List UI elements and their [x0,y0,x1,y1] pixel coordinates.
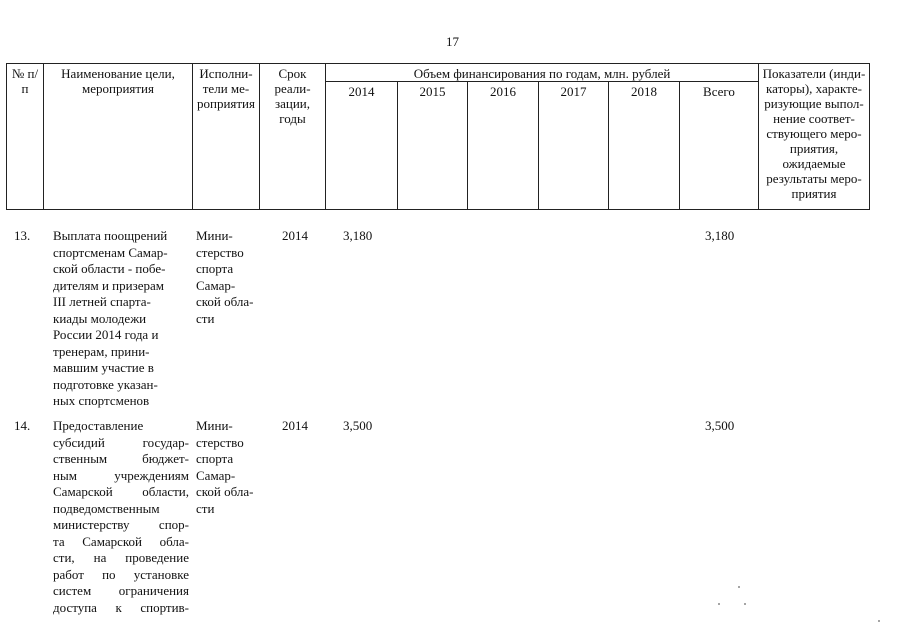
row-14-name-line: ным учреждениям [53,467,189,483]
header-num: № п/п [7,64,44,210]
row-14-name [53,418,189,616]
row-13-executor-line: Самар- [196,277,236,293]
header-year-2015: 2015 [398,82,468,210]
header-year-2018: 2018 [609,82,680,210]
row-14-name-line: доступа к спортив- [53,599,189,615]
row-13-executor-line: сти [196,310,215,326]
header-name: Наименование цели, мероприятия [44,64,193,210]
row-13-executor-line: Мини- [196,228,233,243]
row-14-executor-line: стерство [196,434,244,450]
row-14-executor-line: Мини- [196,418,233,433]
row-13-period: 2014 [282,228,308,243]
row-13-name [53,228,191,410]
row-14-name-line: субсидий государ- [53,434,189,450]
row-13-name-line: тренерам, прини- [53,343,150,359]
row-14-name-line: сти, на проведение [53,550,189,565]
row-14-num: 14. [14,418,31,433]
header-table [6,63,870,210]
scan-speck [738,586,740,588]
row-13-name-line: киады молодежи [53,310,147,326]
row-13-executor-line: ской обла- [196,294,254,309]
row-14-name-line: ственным бюджет- [53,451,189,466]
header-total: Всего [680,82,759,210]
row-13-name-line: дителям и призерам [53,277,164,293]
row-14-name-line: Самарской области, [53,484,189,499]
header-period: Срок реали-зации, годы [260,64,326,210]
row-13-name-line: подготовке указан- [53,376,158,392]
row-13-executor-line: стерство [196,244,244,260]
row-14-executor-line: ской обла- [196,484,254,499]
row-13-value-total: 3,180 [705,228,735,243]
row-14-executor-line: спорта [196,451,234,466]
row-14-executor-line: сти [196,500,215,516]
row-14-name-line: систем ограничения [53,583,189,598]
row-14-name-line: министерству спор- [53,517,189,532]
row-13-name-line: III летней спарта- [53,294,151,309]
header-year-2014: 2014 [326,82,398,210]
row-13-name-line: России 2014 года и [53,327,159,342]
row-13-name-line: ской области - побе- [53,261,166,276]
row-13-executor [196,228,262,327]
page-number: 17 [446,34,459,49]
row-14-value-2014: 3,500 [343,418,373,433]
header-year-2016: 2016 [468,82,539,210]
header-year-2017: 2017 [539,82,609,210]
row-14-period: 2014 [282,418,308,433]
row-14-value-total: 3,500 [705,418,735,433]
row-13-num: 13. [14,228,31,243]
row-14-name-line: та Самарской обла- [53,533,189,549]
row-13-name-line: ных спортсменов [53,393,150,408]
row-14-executor [196,418,262,517]
row-13-value-2014: 3,180 [343,228,373,243]
header-funding: Объем финансирования по годам, млн. рублей [326,64,759,82]
scan-speck [744,603,746,605]
row-13-name-line: мавшим участие в [53,360,154,375]
row-14-name-line: подведомственным [53,500,160,516]
scan-speck [878,620,880,622]
row-14-name-line: Предоставление [53,418,144,433]
row-13-name-line: Выплата поощрений [53,228,168,243]
scan-speck [718,603,720,605]
header-executor: Исполни-тели ме-роприятия [193,64,260,210]
row-14-name-line: работ по установке [53,566,189,582]
header-indicators: Показатели (инди-каторы), характе-ризующие выпол-нение соответ-ствующего меро-приятия, ожидаемые результаты меро-приятия [759,64,870,210]
row-13-name-line: спортсменам Самар- [53,244,168,260]
row-14-executor-line: Самар- [196,467,236,483]
row-13-executor-line: спорта [196,261,234,276]
